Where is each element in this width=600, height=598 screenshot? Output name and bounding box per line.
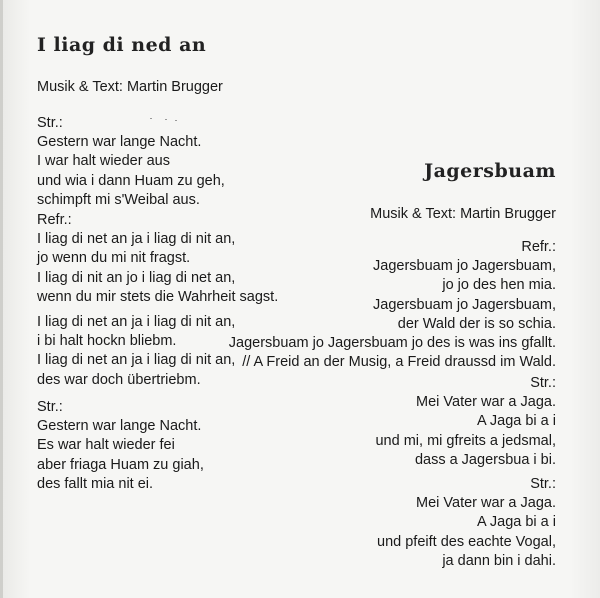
song1-title: I liag di ned an [37,34,207,56]
lyric-line: Jagersbuam jo Jagersbuam, [373,296,556,313]
lyric-line: I war halt wieder aus [37,153,170,170]
lyric-line: I liag di nit an jo i liag di net an, [37,269,236,286]
lyric-line: Es war halt wieder fei [37,437,175,454]
song2-verse-1 [375,374,556,470]
lyric-line: A Jaga bi a i [477,413,556,430]
lyric-line: wenn du mir stets die Wahrheit sagst. [37,288,279,305]
lyric-line: Refr.: [521,239,556,255]
lyric-line: // A Freid an der Musig, a Freid draussd im Wald. [242,354,556,371]
lyric-line: Str.: [530,476,556,492]
lyric-line: I liag di net an ja i liag di nit an, [37,314,236,330]
lyric-line: Mei Vater war a Jaga. [416,495,556,512]
lyric-line: und wia i dann Huam zu geh, [37,172,225,189]
lyric-line: aber friaga Huam zu giah, [37,456,204,473]
song2-verse-2 [377,475,556,571]
lyric-line: des fallt mia nit ei. [37,475,154,492]
lyric-line: Jagersbuam jo Jagersbuam jo des is was ins gfallt. [228,335,556,352]
song2-refrain [229,238,556,372]
song1-verse-1 [37,114,225,210]
lyric-line: Jagersbuam jo Jagersbuam, [373,258,556,275]
lyric-line: Refr.: [37,212,72,228]
scan-speck [165,119,167,120]
lyric-line: jo wenn du mi nit fragst. [37,250,191,267]
lyric-line: jo jo des hen mia. [442,277,556,294]
lyric-line: dass a Jagersbua i bi. [414,451,556,468]
lyric-line: A Jaga bi a i [477,514,556,531]
lyric-line: und pfeift des eachte Vogal, [377,533,556,550]
lyric-line: des war doch übertriebm. [37,371,201,388]
lyric-line: Str.: [37,399,63,415]
lyric-line: I liag di net an ja i liag di nit an, [37,231,236,248]
lyric-line: Str.: [37,115,63,131]
scan-speck [175,120,177,121]
song2-title: Jagersbuam [424,160,556,182]
song1-verse-2 [37,398,204,494]
song2-credit: Musik & Text: Martin Brugger [370,206,556,222]
lyric-line: Gestern war lange Nacht. [37,134,202,151]
lyric-line: Mei Vater war a Jaga. [416,394,556,411]
lyric-line: schimpft mi s'Weibal aus. [37,191,200,208]
lyric-line: i bi halt hockn bliebm. [37,333,177,350]
lyric-line: und mi, mi gfreits a jedsmal, [375,432,556,449]
lyric-line: I liag di net an ja i liag di nit an, [37,352,236,369]
lyric-line: ja dann bin i dahi. [442,552,556,569]
song1-credit: Musik & Text: Martin Brugger [37,79,223,95]
scan-speck [150,118,152,119]
lyric-line: Str.: [530,375,556,391]
lyric-line: Gestern war lange Nacht. [37,418,202,435]
page-edge [0,0,3,598]
lyric-line: der Wald der is so schia. [397,315,556,332]
song1-refrain-2 [37,313,235,390]
